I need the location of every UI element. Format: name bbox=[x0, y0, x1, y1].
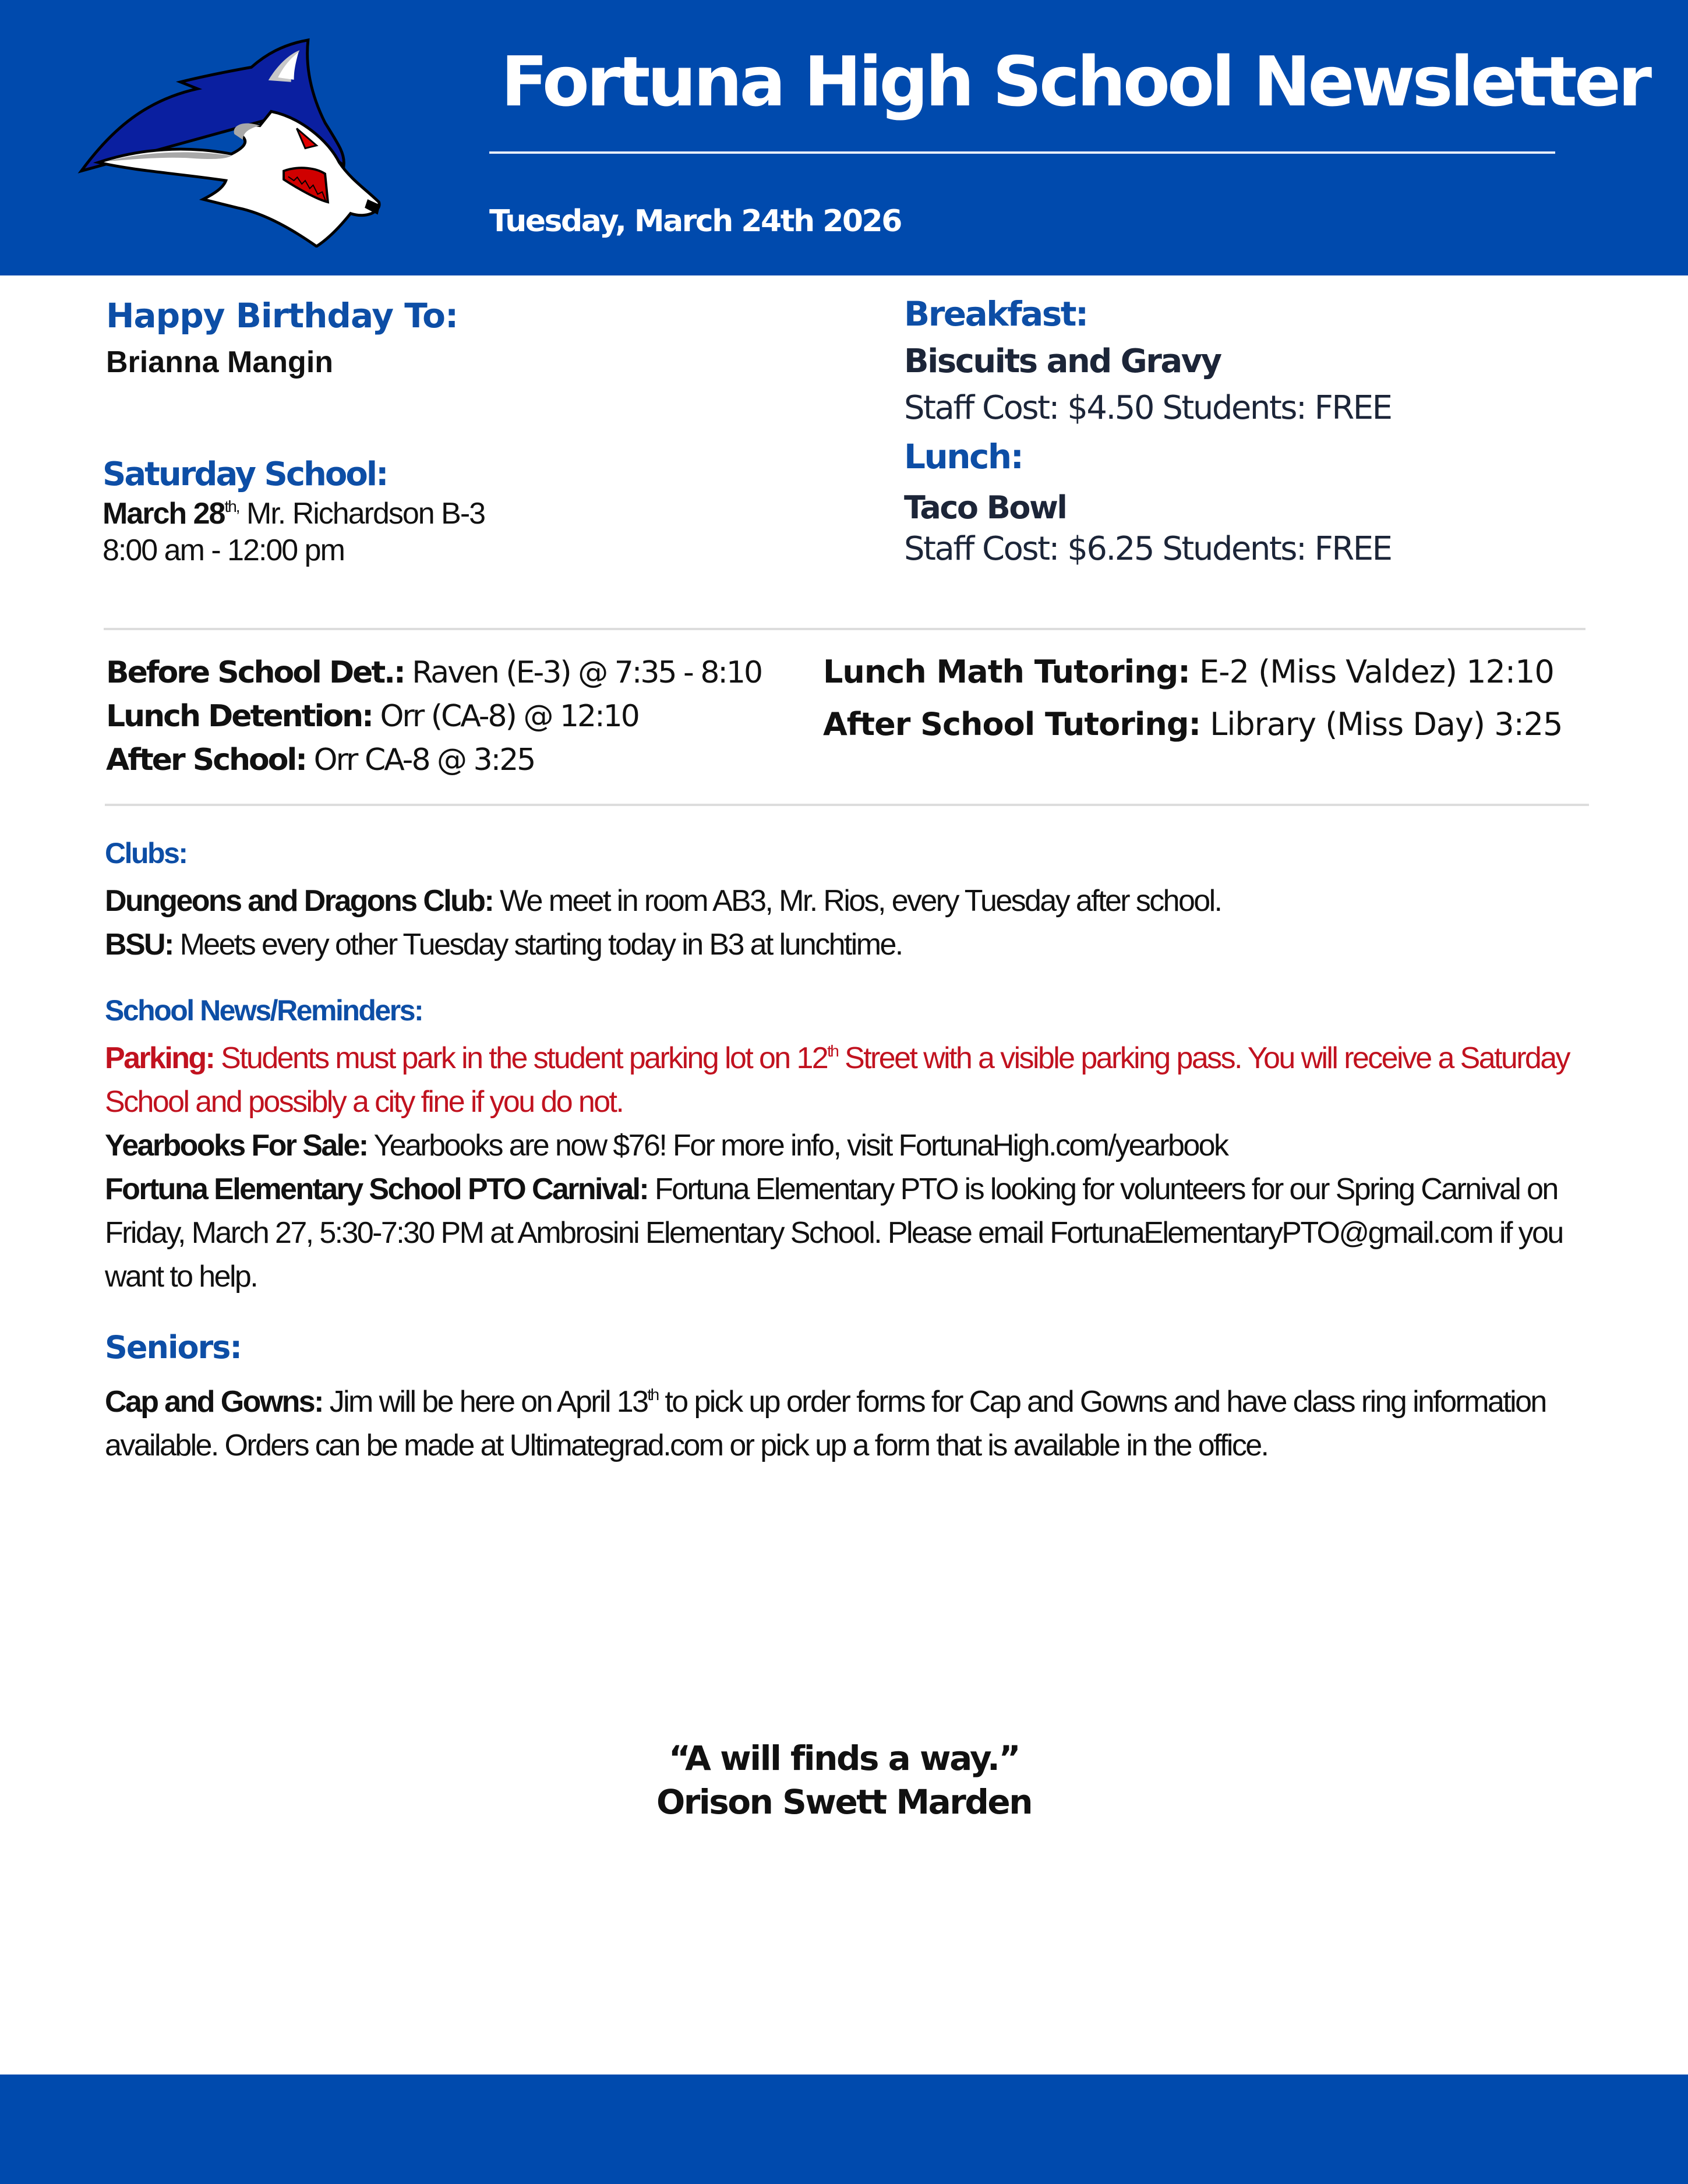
cap-gowns-text: Jim will be here on April 13 bbox=[322, 1385, 648, 1419]
detention-value: Orr (CA-8) @ 12:10 bbox=[372, 699, 638, 734]
school-news-heading: School News/Reminders: bbox=[105, 994, 423, 1027]
tutoring-label: Lunch Math Tutoring: bbox=[823, 653, 1190, 690]
tutoring-value: E-2 (Miss Valdez) 12:10 bbox=[1189, 653, 1554, 690]
detention-value: Orr CA-8 @ 3:25 bbox=[306, 743, 535, 778]
saturday-school-date: March 28 bbox=[103, 497, 225, 531]
breakfast-cost: Staff Cost: $4.50 Students: FREE bbox=[904, 389, 1392, 427]
quote-text: “A will finds a way.” bbox=[668, 1738, 1020, 1778]
saturday-school-heading: Saturday School: bbox=[103, 455, 387, 493]
detention-row bbox=[106, 655, 761, 690]
breakfast-heading: Breakfast: bbox=[904, 294, 1087, 334]
detention-label: Lunch Detention: bbox=[106, 699, 372, 734]
detention-label: After School: bbox=[106, 743, 306, 778]
saturday-school-time: 8:00 am - 12:00 pm bbox=[103, 533, 344, 567]
birthday-name: Brianna Mangin bbox=[106, 345, 334, 379]
quote-author: Orison Swett Marden bbox=[656, 1782, 1032, 1822]
pto-carnival-notice bbox=[105, 1168, 1602, 1299]
club-description: We meet in room AB3, Mr. Rios, every Tuesday after school. bbox=[493, 884, 1221, 918]
club-item bbox=[105, 923, 1602, 967]
cap-gowns-ordinal: th bbox=[647, 1386, 658, 1404]
parking-text: Students must park in the student parking lot on 12 bbox=[214, 1041, 828, 1075]
newsletter-header bbox=[0, 0, 1688, 275]
tutoring-row bbox=[823, 653, 1554, 690]
tutoring-label: After School Tutoring: bbox=[823, 706, 1201, 743]
detention-label: Before School Det.: bbox=[106, 655, 404, 690]
parking-text-cont: Street with a visible parking pass. You will receive a Saturday School and possibly a city fine if you do not. bbox=[105, 1041, 1569, 1119]
parking-notice bbox=[105, 1037, 1602, 1124]
yearbook-text: Yearbooks are now $76! For more info, visit FortunaHigh.com/yearbook bbox=[367, 1129, 1228, 1162]
yearbook-notice bbox=[105, 1124, 1602, 1168]
cap-gowns-notice bbox=[105, 1380, 1602, 1468]
cap-gowns-text-cont: to pick up order forms for Cap and Gowns and have class ring information available. Orders can be made at Ultimategrad.com or pick up a form that is available in the office. bbox=[105, 1385, 1546, 1462]
parking-ordinal: th bbox=[827, 1042, 838, 1060]
section-divider bbox=[104, 628, 1585, 630]
club-name: BSU: bbox=[105, 928, 173, 962]
club-description: Meets every other Tuesday starting today in B3 at lunchtime. bbox=[172, 928, 902, 962]
lunch-item: Taco Bowl bbox=[904, 489, 1067, 526]
newsletter-footer-band bbox=[0, 2075, 1688, 2184]
yearbook-label: Yearbooks For Sale: bbox=[105, 1129, 368, 1162]
newsletter-date: Tuesday, March 24th 2026 bbox=[489, 204, 901, 239]
club-item bbox=[105, 879, 1602, 923]
club-name: Dungeons and Dragons Club: bbox=[105, 884, 493, 918]
lunch-heading: Lunch: bbox=[904, 437, 1023, 476]
saturday-school-date-suffix: th, bbox=[224, 497, 239, 515]
newsletter-title: Fortuna High School Newsletter bbox=[501, 41, 1650, 122]
lunch-cost: Staff Cost: $6.25 Students: FREE bbox=[904, 530, 1392, 568]
tutoring-row bbox=[823, 706, 1562, 743]
parking-label: Parking: bbox=[105, 1041, 214, 1075]
cap-gowns-label: Cap and Gowns: bbox=[105, 1385, 323, 1419]
title-underline bbox=[489, 151, 1555, 154]
saturday-school-details bbox=[103, 496, 485, 531]
detention-row bbox=[106, 743, 534, 778]
saturday-school-teacher-room: Mr. Richardson B-3 bbox=[239, 497, 485, 531]
detention-value: Raven (E-3) @ 7:35 - 8:10 bbox=[404, 655, 762, 690]
seniors-heading: Seniors: bbox=[105, 1329, 241, 1366]
pto-text: Fortuna Elementary PTO is looking for volunteers for our Spring Carnival on Friday, March 27, 5:30-7:30 PM at Ambrosini Elementary School. Please email FortunaElementaryPTO@gmail.com if you want to help. bbox=[105, 1172, 1563, 1294]
breakfast-item: Biscuits and Gravy bbox=[904, 342, 1221, 380]
section-divider bbox=[105, 804, 1589, 806]
tutoring-value: Library (Miss Day) 3:25 bbox=[1200, 706, 1563, 743]
clubs-heading: Clubs: bbox=[105, 837, 187, 870]
detention-row bbox=[106, 699, 638, 734]
pto-label: Fortuna Elementary School PTO Carnival: bbox=[105, 1172, 648, 1206]
wolf-mascot-logo-icon bbox=[73, 32, 390, 248]
birthday-heading: Happy Birthday To: bbox=[106, 296, 458, 335]
